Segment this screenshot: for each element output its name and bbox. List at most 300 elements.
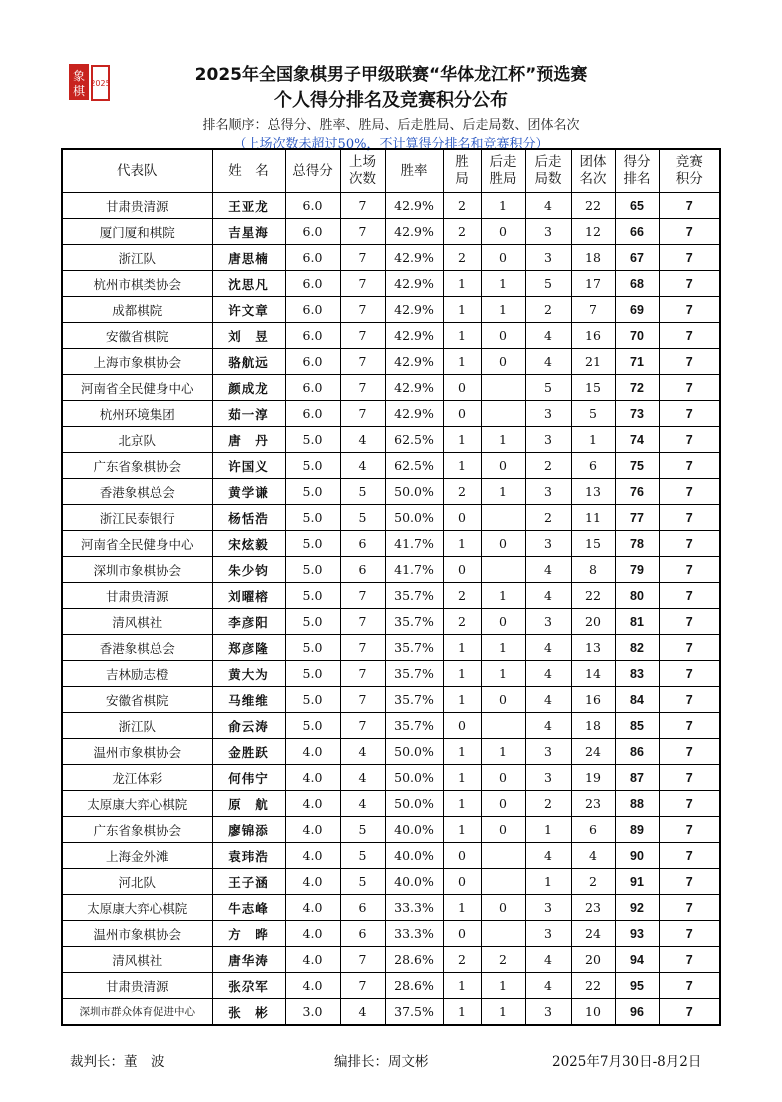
cell-team: 安徽省棋院 (62, 323, 212, 349)
cell-win-rate: 28.6% (385, 973, 443, 999)
cell-black-games: 3 (525, 921, 571, 947)
cell-games-played: 7 (340, 713, 385, 739)
cell-score-rank: 75 (615, 453, 659, 479)
cell-total-score: 4.0 (285, 843, 340, 869)
cell-player: 张尕军 (212, 973, 285, 999)
cell-win-rate: 50.0% (385, 505, 443, 531)
cell-total-score: 5.0 (285, 453, 340, 479)
cell-team-rank: 17 (571, 271, 615, 297)
cell-total-score: 6.0 (285, 193, 340, 219)
cell-score-rank: 74 (615, 427, 659, 453)
cell-games-played: 4 (340, 999, 385, 1026)
cell-black-games: 4 (525, 713, 571, 739)
cell-black-wins: 1 (481, 427, 525, 453)
cell-competition-points: 7 (659, 401, 720, 427)
cell-score-rank: 87 (615, 765, 659, 791)
cell-competition-points: 7 (659, 609, 720, 635)
cell-total-score: 5.0 (285, 635, 340, 661)
cell-team-rank: 5 (571, 401, 615, 427)
cell-score-rank: 77 (615, 505, 659, 531)
table-row (62, 817, 720, 843)
cell-team-rank: 16 (571, 687, 615, 713)
cell-games-played: 5 (340, 869, 385, 895)
cell-black-wins: 0 (481, 245, 525, 271)
cell-black-wins: 1 (481, 973, 525, 999)
cell-competition-points: 7 (659, 973, 720, 999)
cell-total-score: 6.0 (285, 271, 340, 297)
table-row (62, 427, 720, 453)
cell-total-score: 6.0 (285, 375, 340, 401)
date-range: 2025年7月30日-8月2日 (552, 1054, 702, 1070)
cell-team: 吉林励志橙 (62, 661, 212, 687)
cell-score-rank: 81 (615, 609, 659, 635)
cell-games-played: 6 (340, 557, 385, 583)
cell-score-rank: 71 (615, 349, 659, 375)
cell-team-rank: 2 (571, 869, 615, 895)
cell-win-rate: 42.9% (385, 375, 443, 401)
cell-wins: 1 (443, 817, 481, 843)
cell-score-rank: 95 (615, 973, 659, 999)
table-row (62, 921, 720, 947)
cell-black-games: 5 (525, 375, 571, 401)
cell-wins: 1 (443, 895, 481, 921)
cell-games-played: 7 (340, 375, 385, 401)
cell-competition-points: 7 (659, 739, 720, 765)
cell-score-rank: 84 (615, 687, 659, 713)
cell-player: 茹一淳 (212, 401, 285, 427)
cell-games-played: 7 (340, 609, 385, 635)
cell-black-wins: 0 (481, 323, 525, 349)
cell-black-wins: 0 (481, 895, 525, 921)
cell-competition-points: 7 (659, 375, 720, 401)
cell-win-rate: 42.9% (385, 245, 443, 271)
cell-win-rate: 42.9% (385, 193, 443, 219)
cell-wins: 1 (443, 765, 481, 791)
cell-team-rank: 14 (571, 661, 615, 687)
cell-team-rank: 7 (571, 297, 615, 323)
cell-games-played: 7 (340, 661, 385, 687)
cell-black-wins (481, 557, 525, 583)
cell-team: 河南省全民健身中心 (62, 375, 212, 401)
cell-black-wins: 1 (481, 297, 525, 323)
cell-team: 太原康大弈心棋院 (62, 791, 212, 817)
cell-wins: 2 (443, 479, 481, 505)
cell-player: 唐 丹 (212, 427, 285, 453)
cell-score-rank: 68 (615, 271, 659, 297)
cell-games-played: 4 (340, 453, 385, 479)
table-row (62, 895, 720, 921)
cell-win-rate: 50.0% (385, 479, 443, 505)
cell-team: 温州市象棋协会 (62, 921, 212, 947)
cell-black-games: 4 (525, 635, 571, 661)
table-row (62, 661, 720, 687)
cell-player: 颜成龙 (212, 375, 285, 401)
cell-wins: 1 (443, 791, 481, 817)
cell-black-wins: 0 (481, 609, 525, 635)
cell-player: 何伟宁 (212, 765, 285, 791)
cell-team-rank: 20 (571, 609, 615, 635)
cell-total-score: 3.0 (285, 999, 340, 1026)
cell-black-wins: 1 (481, 193, 525, 219)
cell-total-score: 5.0 (285, 427, 340, 453)
cell-black-games: 4 (525, 843, 571, 869)
table-row (62, 869, 720, 895)
cell-player: 许文章 (212, 297, 285, 323)
table-row (62, 479, 720, 505)
cell-team: 清风棋社 (62, 947, 212, 973)
cell-black-wins (481, 375, 525, 401)
cell-player: 许国义 (212, 453, 285, 479)
cell-games-played: 4 (340, 427, 385, 453)
cell-competition-points: 7 (659, 297, 720, 323)
cell-black-games: 4 (525, 583, 571, 609)
cell-black-games: 3 (525, 999, 571, 1026)
cell-team-rank: 1 (571, 427, 615, 453)
cell-player: 宋炫毅 (212, 531, 285, 557)
cell-wins: 2 (443, 193, 481, 219)
cell-team-rank: 23 (571, 791, 615, 817)
cell-total-score: 6.0 (285, 323, 340, 349)
cell-score-rank: 89 (615, 817, 659, 843)
cell-total-score: 5.0 (285, 479, 340, 505)
cell-win-rate: 37.5% (385, 999, 443, 1026)
cell-competition-points: 7 (659, 843, 720, 869)
cell-total-score: 5.0 (285, 557, 340, 583)
cell-score-rank: 94 (615, 947, 659, 973)
cell-player: 骆航远 (212, 349, 285, 375)
cell-win-rate: 50.0% (385, 791, 443, 817)
cell-black-games: 3 (525, 609, 571, 635)
cell-black-wins: 1 (481, 739, 525, 765)
cell-player: 黄学谦 (212, 479, 285, 505)
cell-black-games: 4 (525, 193, 571, 219)
cell-win-rate: 42.9% (385, 271, 443, 297)
table-row (62, 531, 720, 557)
cell-competition-points: 7 (659, 921, 720, 947)
cell-win-rate: 35.7% (385, 713, 443, 739)
cell-black-wins (481, 713, 525, 739)
cell-player: 李彦阳 (212, 609, 285, 635)
cell-games-played: 4 (340, 739, 385, 765)
cell-wins: 0 (443, 557, 481, 583)
cell-competition-points: 7 (659, 687, 720, 713)
cell-player: 黄大为 (212, 661, 285, 687)
cell-competition-points: 7 (659, 219, 720, 245)
cell-score-rank: 88 (615, 791, 659, 817)
cell-wins: 0 (443, 505, 481, 531)
cell-black-wins: 2 (481, 947, 525, 973)
cell-games-played: 7 (340, 297, 385, 323)
cell-games-played: 6 (340, 921, 385, 947)
cell-competition-points: 7 (659, 635, 720, 661)
cell-black-wins: 0 (481, 531, 525, 557)
cell-team-rank: 20 (571, 947, 615, 973)
cell-black-wins: 1 (481, 999, 525, 1026)
cell-games-played: 5 (340, 817, 385, 843)
table-row (62, 843, 720, 869)
column-header-score-rank: 得分 排名 (615, 149, 659, 193)
cell-team-rank: 21 (571, 349, 615, 375)
cell-total-score: 5.0 (285, 713, 340, 739)
cell-black-games: 4 (525, 349, 571, 375)
cell-win-rate: 42.9% (385, 401, 443, 427)
table-row (62, 713, 720, 739)
cell-black-games: 3 (525, 245, 571, 271)
cell-wins: 1 (443, 635, 481, 661)
column-header-games-played: 上场 次数 (340, 149, 385, 193)
cell-player: 张 彬 (212, 999, 285, 1026)
cell-win-rate: 42.9% (385, 323, 443, 349)
cell-black-wins: 0 (481, 791, 525, 817)
cell-team: 上海金外滩 (62, 843, 212, 869)
cell-total-score: 4.0 (285, 791, 340, 817)
cell-player: 马维维 (212, 687, 285, 713)
cell-black-games: 4 (525, 687, 571, 713)
cell-black-games: 4 (525, 557, 571, 583)
cell-score-rank: 66 (615, 219, 659, 245)
cell-win-rate: 33.3% (385, 895, 443, 921)
participation-note: （上场次数未超过50%，不计算得分排名和竞赛积分） (233, 137, 549, 152)
column-header-competition-points: 竞赛 积分 (659, 149, 720, 193)
cell-team: 清风棋社 (62, 609, 212, 635)
cell-team-rank: 22 (571, 193, 615, 219)
column-header-team: 代表队 (62, 149, 212, 193)
cell-player: 廖锦添 (212, 817, 285, 843)
cell-wins: 2 (443, 219, 481, 245)
cell-team: 成都棋院 (62, 297, 212, 323)
cell-black-games: 2 (525, 297, 571, 323)
cell-games-played: 7 (340, 635, 385, 661)
cell-player: 沈思凡 (212, 271, 285, 297)
cell-player: 袁玮浩 (212, 843, 285, 869)
table-row (62, 609, 720, 635)
cell-black-wins: 0 (481, 687, 525, 713)
cell-team-rank: 24 (571, 921, 615, 947)
cell-total-score: 4.0 (285, 921, 340, 947)
cell-win-rate: 41.7% (385, 531, 443, 557)
cell-wins: 1 (443, 973, 481, 999)
cell-player: 郑彦隆 (212, 635, 285, 661)
cell-wins: 1 (443, 427, 481, 453)
page-title: 2025年全国象棋男子甲级联赛“华体龙江杯”预选赛 (194, 65, 588, 85)
cell-black-wins (481, 401, 525, 427)
cell-win-rate: 35.7% (385, 687, 443, 713)
cell-wins: 2 (443, 583, 481, 609)
cell-team: 安徽省棋院 (62, 687, 212, 713)
table-row (62, 401, 720, 427)
cell-games-played: 6 (340, 895, 385, 921)
cell-black-wins (481, 505, 525, 531)
table-row (62, 505, 720, 531)
cell-wins: 0 (443, 843, 481, 869)
cell-win-rate: 40.0% (385, 817, 443, 843)
cell-wins: 0 (443, 921, 481, 947)
cell-team: 北京队 (62, 427, 212, 453)
cell-black-games: 2 (525, 505, 571, 531)
table-header-row (62, 149, 720, 193)
ranking-order-text: 排名顺序：总得分、胜率、胜局、后走胜局、后走局数、团体名次 (202, 118, 580, 133)
cell-black-games: 5 (525, 271, 571, 297)
cell-score-rank: 85 (615, 713, 659, 739)
cell-total-score: 4.0 (285, 973, 340, 999)
table-row (62, 245, 720, 271)
cell-score-rank: 65 (615, 193, 659, 219)
cell-player: 刘 昱 (212, 323, 285, 349)
cell-player: 杨恬浩 (212, 505, 285, 531)
table-row (62, 297, 720, 323)
cell-games-played: 7 (340, 583, 385, 609)
cell-win-rate: 35.7% (385, 583, 443, 609)
cell-competition-points: 7 (659, 193, 720, 219)
column-header-black-games: 后走 局数 (525, 149, 571, 193)
cell-win-rate: 35.7% (385, 635, 443, 661)
cell-black-wins (481, 843, 525, 869)
cell-score-rank: 86 (615, 739, 659, 765)
table-row (62, 999, 720, 1026)
column-header-win-rate: 胜率 (385, 149, 443, 193)
cell-win-rate: 35.7% (385, 609, 443, 635)
cell-wins: 1 (443, 453, 481, 479)
cell-games-played: 5 (340, 479, 385, 505)
table-row (62, 687, 720, 713)
cell-wins: 1 (443, 271, 481, 297)
cell-team: 杭州环境集团 (62, 401, 212, 427)
cell-competition-points: 7 (659, 505, 720, 531)
cell-black-games: 4 (525, 973, 571, 999)
cell-black-games: 1 (525, 817, 571, 843)
table-row (62, 557, 720, 583)
cell-team: 浙江队 (62, 713, 212, 739)
cell-team-rank: 13 (571, 479, 615, 505)
cell-total-score: 4.0 (285, 739, 340, 765)
cell-team: 甘肃贵清源 (62, 973, 212, 999)
cell-wins: 0 (443, 401, 481, 427)
cell-score-rank: 80 (615, 583, 659, 609)
cell-black-wins (481, 869, 525, 895)
cell-competition-points: 7 (659, 349, 720, 375)
column-header-team-rank: 团体 名次 (571, 149, 615, 193)
cell-team-rank: 22 (571, 973, 615, 999)
cell-player: 朱少钧 (212, 557, 285, 583)
cell-team-rank: 24 (571, 739, 615, 765)
cell-team-rank: 12 (571, 219, 615, 245)
cell-player: 方 晔 (212, 921, 285, 947)
cell-black-games: 3 (525, 401, 571, 427)
cell-competition-points: 7 (659, 271, 720, 297)
cell-black-games: 3 (525, 765, 571, 791)
column-header-player: 姓 名 (212, 149, 285, 193)
cell-black-games: 3 (525, 739, 571, 765)
cell-total-score: 4.0 (285, 895, 340, 921)
cell-win-rate: 41.7% (385, 557, 443, 583)
cell-team: 龙江体彩 (62, 765, 212, 791)
cell-wins: 1 (443, 349, 481, 375)
cell-wins: 1 (443, 531, 481, 557)
cell-black-games: 4 (525, 323, 571, 349)
cell-competition-points: 7 (659, 869, 720, 895)
cell-competition-points: 7 (659, 583, 720, 609)
cell-team: 太原康大弈心棋院 (62, 895, 212, 921)
ranking-table (61, 148, 721, 1026)
cell-total-score: 6.0 (285, 349, 340, 375)
cell-wins: 2 (443, 245, 481, 271)
cell-score-rank: 78 (615, 531, 659, 557)
cell-wins: 1 (443, 323, 481, 349)
cell-team-rank: 11 (571, 505, 615, 531)
cell-competition-points: 7 (659, 895, 720, 921)
cell-team: 温州市象棋协会 (62, 739, 212, 765)
referee-label: 裁判长：董 波 (70, 1054, 165, 1070)
cell-wins: 1 (443, 739, 481, 765)
cell-black-games: 4 (525, 947, 571, 973)
cell-black-games: 3 (525, 895, 571, 921)
cell-games-played: 7 (340, 323, 385, 349)
cell-wins: 2 (443, 947, 481, 973)
cell-games-played: 7 (340, 271, 385, 297)
cell-games-played: 7 (340, 973, 385, 999)
cell-total-score: 6.0 (285, 245, 340, 271)
cell-total-score: 5.0 (285, 609, 340, 635)
table-row (62, 375, 720, 401)
cell-team: 香港象棋总会 (62, 635, 212, 661)
cell-competition-points: 7 (659, 323, 720, 349)
table-row (62, 583, 720, 609)
cell-player: 俞云涛 (212, 713, 285, 739)
cell-black-wins: 0 (481, 349, 525, 375)
cell-competition-points: 7 (659, 791, 720, 817)
cell-player: 王子涵 (212, 869, 285, 895)
cell-player: 唐华涛 (212, 947, 285, 973)
cell-win-rate: 42.9% (385, 219, 443, 245)
cell-team: 深圳市群众体育促进中心 (62, 999, 212, 1026)
cell-team: 广东省象棋协会 (62, 453, 212, 479)
cell-win-rate: 62.5% (385, 453, 443, 479)
table-row (62, 739, 720, 765)
cell-total-score: 6.0 (285, 219, 340, 245)
cell-team: 杭州市棋类协会 (62, 271, 212, 297)
cell-score-rank: 72 (615, 375, 659, 401)
cell-team-rank: 15 (571, 531, 615, 557)
cell-team-rank: 23 (571, 895, 615, 921)
cell-total-score: 6.0 (285, 401, 340, 427)
cell-total-score: 4.0 (285, 947, 340, 973)
cell-wins: 0 (443, 375, 481, 401)
cell-competition-points: 7 (659, 713, 720, 739)
cell-black-wins: 1 (481, 583, 525, 609)
cell-team-rank: 6 (571, 453, 615, 479)
cell-win-rate: 33.3% (385, 921, 443, 947)
cell-games-played: 5 (340, 505, 385, 531)
table-row (62, 271, 720, 297)
cell-win-rate: 42.9% (385, 297, 443, 323)
cell-competition-points: 7 (659, 245, 720, 271)
cell-player: 吉星海 (212, 219, 285, 245)
cell-games-played: 6 (340, 531, 385, 557)
cell-competition-points: 7 (659, 479, 720, 505)
cell-black-wins: 1 (481, 271, 525, 297)
cell-team-rank: 13 (571, 635, 615, 661)
cell-team-rank: 6 (571, 817, 615, 843)
cell-team: 甘肃贵清源 (62, 583, 212, 609)
cell-score-rank: 76 (615, 479, 659, 505)
cell-player: 原 航 (212, 791, 285, 817)
table-row (62, 635, 720, 661)
cell-player: 牛志峰 (212, 895, 285, 921)
scheduler-label: 编排长：周文彬 (334, 1054, 429, 1070)
cell-win-rate: 62.5% (385, 427, 443, 453)
cell-wins: 1 (443, 687, 481, 713)
cell-player: 金胜跃 (212, 739, 285, 765)
